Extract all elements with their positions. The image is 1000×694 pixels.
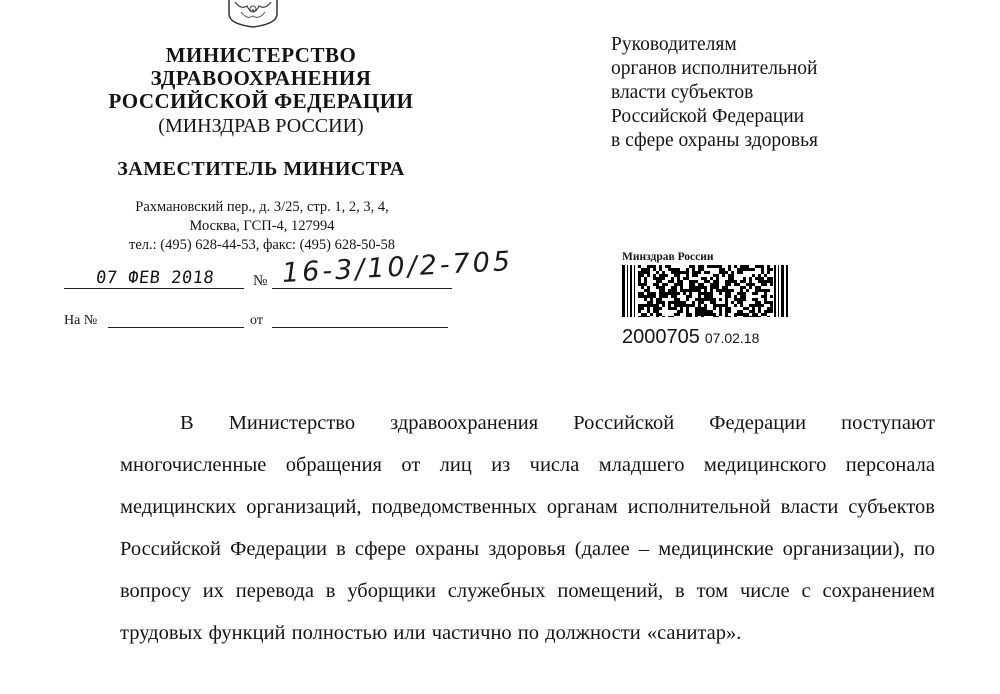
address-line-3: тел.: (495) 628-44-53, факс: (495) 628-50-58 — [128, 237, 396, 253]
ministry-short-name: (МИНЗДРАВ РОССИИ) — [158, 115, 364, 137]
date-underline — [64, 288, 244, 289]
address-line-1: Рахмановский пер., д. 3/25, стр. 1, 2, 3, 4, — [135, 199, 389, 215]
barcode-caption: Минздрав России — [622, 251, 714, 263]
recipient-line-1: Руководителям — [611, 34, 737, 55]
coat-of-arms-icon — [221, 0, 285, 28]
handwritten-number: 16-3/10/2-705 — [281, 245, 514, 289]
deputy-minister-title: ЗАМЕСТИТЕЛЬ МИНИСТРА — [117, 158, 405, 180]
address-line-2: Москва, ГСП-4, 127994 — [189, 218, 335, 234]
registration-number — [622, 326, 759, 349]
number-label: № — [253, 273, 268, 289]
letter-body-paragraph: В Министерство здравоохранения Российской Федерации поступают многочисленные обращения от лиц из числа младшего медицинского персонала медицинских организаций, подведомственных органам исполнительной власти субъектов Российской Федерации в сфере охраны здоровья (далее – медицинские организации), по вопросу их перевода в уборщики служебных помещений, в том числе с сохранением трудовых функций полностью или частично по должности «санитар». — [120, 412, 935, 644]
recipient-block — [611, 33, 971, 153]
ministry-address — [82, 198, 442, 255]
ministry-line-2: ЗДРАВООХРАНЕНИЯ — [150, 66, 372, 90]
stamped-date: 07 ФЕВ 2018 — [94, 268, 216, 288]
recipient-line-2: органов исполнительной — [611, 58, 818, 79]
ministry-line-3: РОССИЙСКОЙ ФЕДЕРАЦИИ — [108, 89, 414, 113]
ministry-name — [92, 44, 430, 113]
ministry-line-1: МИНИСТЕРСТВО — [165, 43, 357, 67]
registration-number-value: 2000705 — [622, 326, 700, 348]
in-reply-label: На № — [64, 313, 98, 328]
recipient-line-4: Российской Федерации — [611, 106, 805, 127]
from-underline — [272, 327, 448, 328]
from-label: от — [250, 313, 263, 328]
in-reply-underline — [108, 327, 244, 328]
recipient-line-3: власти субъектов — [611, 82, 754, 103]
barcode-icon — [622, 265, 788, 317]
registration-number-date: 07.02.18 — [704, 330, 760, 346]
recipient-line-5: в сфере охраны здоровья — [611, 130, 818, 151]
number-underline — [272, 288, 452, 289]
